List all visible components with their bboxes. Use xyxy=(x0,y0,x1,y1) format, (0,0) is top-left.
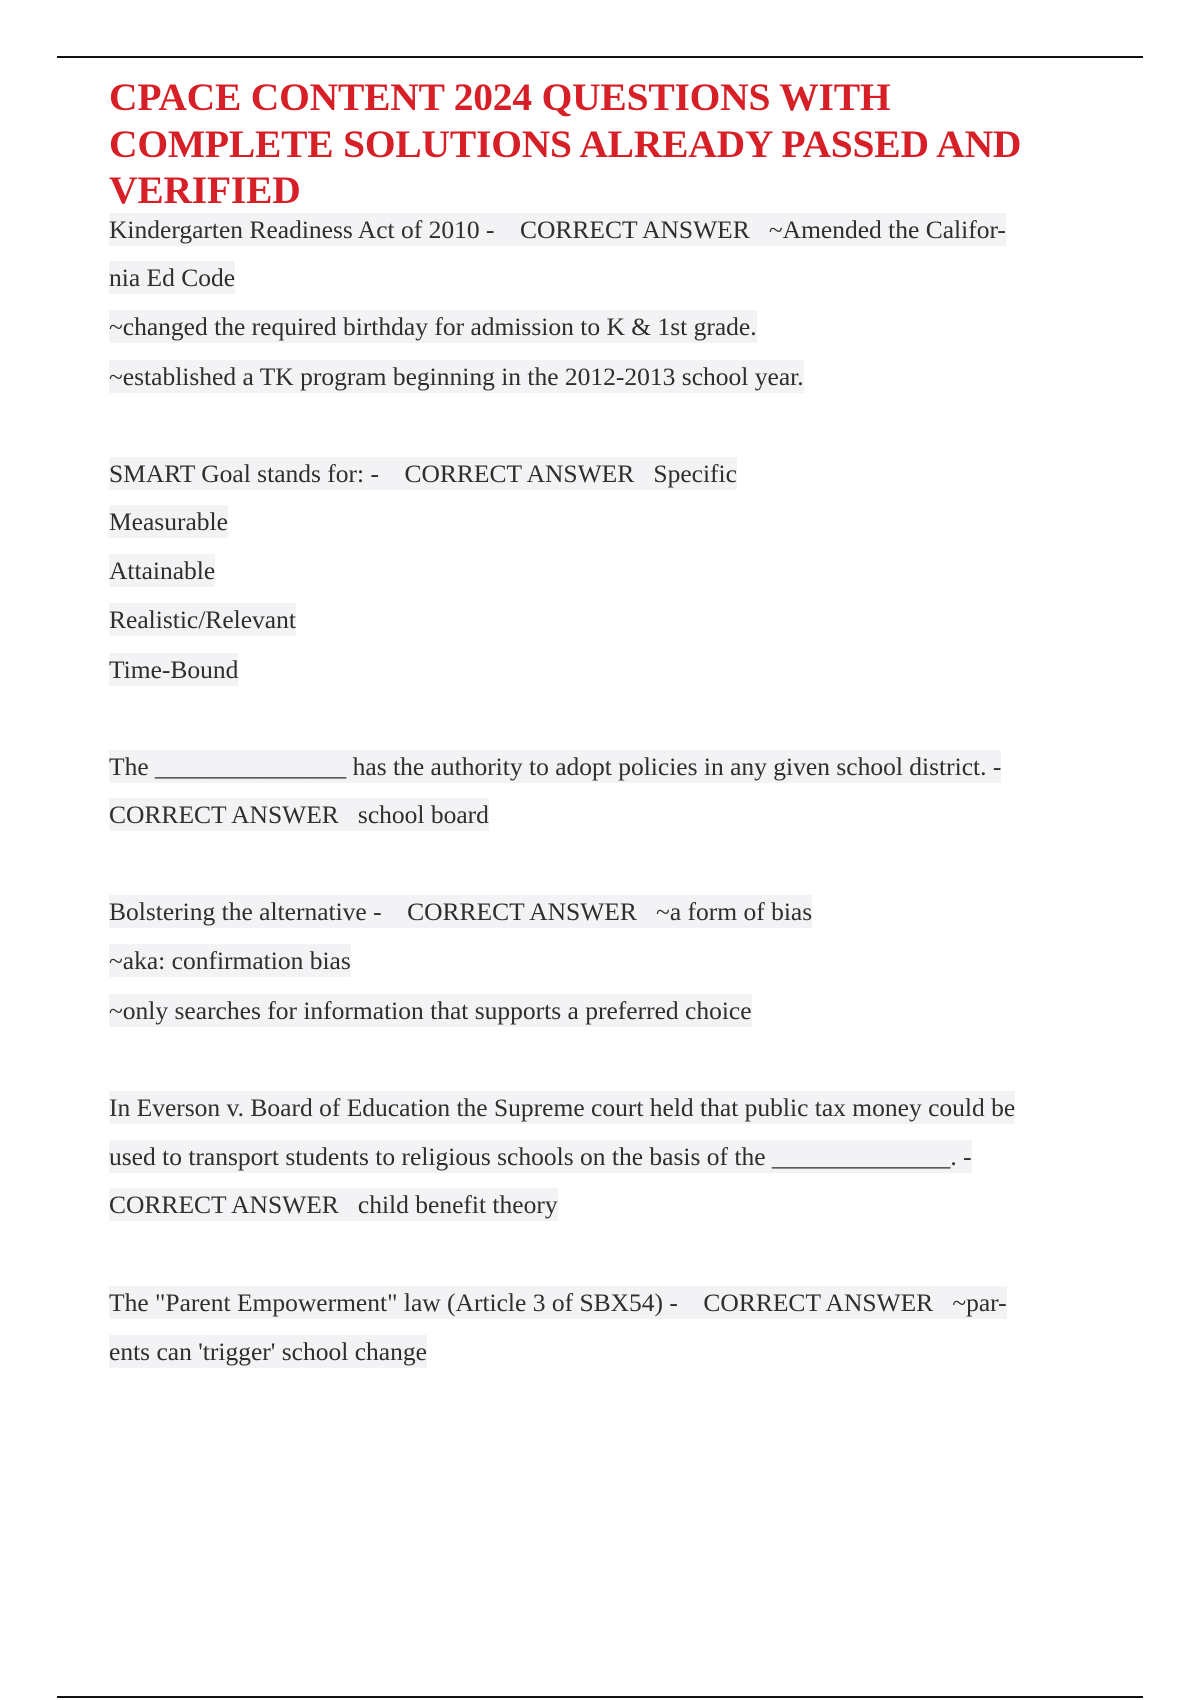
entry-2-line-5: Time-Bound xyxy=(109,655,239,684)
entry-6-line-1: The "Parent Empowerment" law (Article 3 of SBX54) - CORRECT ANSWER ~par- xyxy=(109,1288,1007,1317)
entry-6-line-2: ents can 'trigger' school change xyxy=(109,1337,427,1366)
top-rule xyxy=(57,56,1143,58)
entry-5-line-1: In Everson v. Board of Education the Supreme court held that public tax money could be xyxy=(109,1093,1016,1122)
entry-2-line-1: SMART Goal stands for: - CORRECT ANSWER Specific xyxy=(109,459,737,488)
entry-2-line-2: Measurable xyxy=(109,507,228,536)
entry-5-line-3: CORRECT ANSWER child benefit theory xyxy=(109,1190,558,1219)
entry-3-line-1: The _______________ has the authority to adopt policies in any given school district. - xyxy=(109,752,1002,781)
entry-2-line-3: Attainable xyxy=(109,556,216,585)
entry-2-line-4: Realistic/Relevant xyxy=(109,605,296,634)
entry-1-line-3: ~changed the required birthday for admission to K & 1st grade. xyxy=(109,312,757,341)
entry-3-line-2: CORRECT ANSWER school board xyxy=(109,800,489,829)
document-title: CPACE CONTENT 2024 QUESTIONS WITH COMPLETE SOLUTIONS ALREADY PASSED AND VERIFIED xyxy=(109,75,1022,212)
entry-5-line-2: used to transport students to religious schools on the basis of the ______________. - xyxy=(109,1142,972,1171)
entry-4-line-1: Bolstering the alternative - CORRECT ANSWER ~a form of bias xyxy=(109,897,813,926)
bottom-rule xyxy=(57,1696,1143,1698)
entry-1-line-4: ~established a TK program beginning in the 2012-2013 school year. xyxy=(109,362,804,391)
entry-1-line-2: nia Ed Code xyxy=(109,263,236,292)
entry-1-line-1: Kindergarten Readiness Act of 2010 - CORRECT ANSWER ~Amended the Califor- xyxy=(109,215,1006,244)
entry-4-line-2: ~aka: confirmation bias xyxy=(109,946,351,975)
entry-4-line-3: ~only searches for information that supports a preferred choice xyxy=(109,996,752,1025)
